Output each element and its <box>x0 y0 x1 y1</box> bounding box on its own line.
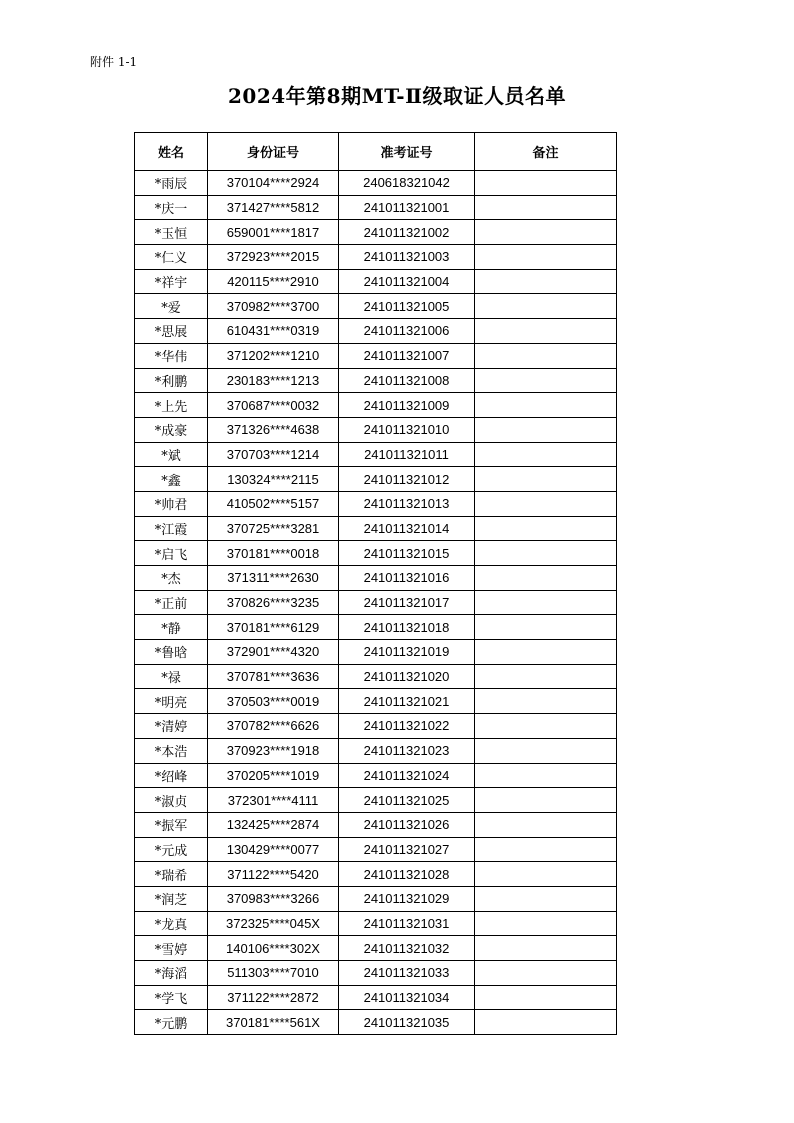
id-number-cell: 659001****1817 <box>208 220 339 245</box>
remarks-cell <box>475 343 617 368</box>
name-cell: *启飞 <box>135 541 208 566</box>
table-row <box>135 294 617 319</box>
id-number-cell: 371311****2630 <box>208 566 339 591</box>
id-number-cell: 370725****3281 <box>208 516 339 541</box>
exam-number-cell: 241011321019 <box>339 640 475 665</box>
name-cell: *绍峰 <box>135 763 208 788</box>
table-row <box>135 640 617 665</box>
exam-number-cell: 241011321026 <box>339 812 475 837</box>
id-number-cell: 370181****6129 <box>208 615 339 640</box>
table-row <box>135 689 617 714</box>
exam-number-cell: 241011321033 <box>339 961 475 986</box>
exam-number-cell: 241011321007 <box>339 343 475 368</box>
table-row <box>135 491 617 516</box>
column-header-remarks: 备注 <box>475 133 617 171</box>
exam-number-cell: 241011321001 <box>339 195 475 220</box>
name-cell: *明亮 <box>135 689 208 714</box>
name-cell: *本浩 <box>135 738 208 763</box>
exam-number-cell: 241011321008 <box>339 368 475 393</box>
id-number-cell: 371202****1210 <box>208 343 339 368</box>
table-row <box>135 886 617 911</box>
remarks-cell <box>475 886 617 911</box>
remarks-cell <box>475 689 617 714</box>
id-number-cell: 370923****1918 <box>208 738 339 763</box>
table-row <box>135 516 617 541</box>
name-cell: *江霞 <box>135 516 208 541</box>
table-row <box>135 812 617 837</box>
document-title: 2024年第8期MT-Ⅱ级取证人员名单 <box>228 84 566 108</box>
exam-number-cell: 241011321020 <box>339 664 475 689</box>
id-number-cell: 132425****2874 <box>208 812 339 837</box>
table-row <box>135 788 617 813</box>
id-number-cell: 511303****7010 <box>208 961 339 986</box>
exam-number-cell: 241011321014 <box>339 516 475 541</box>
remarks-cell <box>475 491 617 516</box>
table-row <box>135 319 617 344</box>
name-cell: *祥宇 <box>135 269 208 294</box>
name-cell: *鑫 <box>135 467 208 492</box>
remarks-cell <box>475 442 617 467</box>
remarks-cell <box>475 961 617 986</box>
remarks-cell <box>475 1010 617 1035</box>
remarks-cell <box>475 467 617 492</box>
table-row <box>135 763 617 788</box>
exam-number-cell: 241011321022 <box>339 714 475 739</box>
id-number-cell: 372301****4111 <box>208 788 339 813</box>
name-cell: *海滔 <box>135 961 208 986</box>
remarks-cell <box>475 171 617 196</box>
id-number-cell: 371122****2872 <box>208 985 339 1010</box>
table-row <box>135 393 617 418</box>
exam-number-cell: 241011321012 <box>339 467 475 492</box>
remarks-cell <box>475 812 617 837</box>
name-cell: *玉恒 <box>135 220 208 245</box>
table-row <box>135 664 617 689</box>
id-number-cell: 370826****3235 <box>208 590 339 615</box>
column-header-id-number: 身份证号 <box>208 133 339 171</box>
id-number-cell: 130429****0077 <box>208 837 339 862</box>
table-row <box>135 467 617 492</box>
table-row <box>135 269 617 294</box>
remarks-cell <box>475 566 617 591</box>
name-cell: *瑞希 <box>135 862 208 887</box>
name-cell: *禄 <box>135 664 208 689</box>
id-number-cell: 370703****1214 <box>208 442 339 467</box>
remarks-cell <box>475 220 617 245</box>
remarks-cell <box>475 294 617 319</box>
exam-number-cell: 241011321025 <box>339 788 475 813</box>
exam-number-cell: 241011321004 <box>339 269 475 294</box>
exam-number-cell: 241011321009 <box>339 393 475 418</box>
exam-number-cell: 241011321015 <box>339 541 475 566</box>
personnel-table <box>134 132 617 1035</box>
remarks-cell <box>475 319 617 344</box>
exam-number-cell: 241011321017 <box>339 590 475 615</box>
table-body <box>135 171 617 1035</box>
name-cell: *思展 <box>135 319 208 344</box>
name-cell: *静 <box>135 615 208 640</box>
exam-number-cell: 241011321023 <box>339 738 475 763</box>
table-header-row <box>135 133 617 171</box>
column-header-name: 姓名 <box>135 133 208 171</box>
name-cell: *爱 <box>135 294 208 319</box>
table-row <box>135 738 617 763</box>
exam-number-cell: 241011321034 <box>339 985 475 1010</box>
name-cell: *雪婷 <box>135 936 208 961</box>
table-row <box>135 343 617 368</box>
remarks-cell <box>475 664 617 689</box>
id-number-cell: 370503****0019 <box>208 689 339 714</box>
attachment-label: 附件 1-1 <box>90 55 138 69</box>
remarks-cell <box>475 516 617 541</box>
id-number-cell: 420115****2910 <box>208 269 339 294</box>
remarks-cell <box>475 245 617 270</box>
table-row <box>135 417 617 442</box>
id-number-cell: 410502****5157 <box>208 491 339 516</box>
name-cell: *杰 <box>135 566 208 591</box>
id-number-cell: 370104****2924 <box>208 171 339 196</box>
remarks-cell <box>475 393 617 418</box>
remarks-cell <box>475 837 617 862</box>
name-cell: *正前 <box>135 590 208 615</box>
id-number-cell: 370687****0032 <box>208 393 339 418</box>
exam-number-cell: 240618321042 <box>339 171 475 196</box>
id-number-cell: 370782****6626 <box>208 714 339 739</box>
name-cell: *帅君 <box>135 491 208 516</box>
remarks-cell <box>475 911 617 936</box>
table-row <box>135 220 617 245</box>
id-number-cell: 370982****3700 <box>208 294 339 319</box>
id-number-cell: 610431****0319 <box>208 319 339 344</box>
id-number-cell: 370181****561X <box>208 1010 339 1035</box>
id-number-cell: 371427****5812 <box>208 195 339 220</box>
exam-number-cell: 241011321021 <box>339 689 475 714</box>
exam-number-cell: 241011321006 <box>339 319 475 344</box>
exam-number-cell: 241011321011 <box>339 442 475 467</box>
remarks-cell <box>475 985 617 1010</box>
remarks-cell <box>475 195 617 220</box>
name-cell: *华伟 <box>135 343 208 368</box>
remarks-cell <box>475 788 617 813</box>
id-number-cell: 370205****1019 <box>208 763 339 788</box>
remarks-cell <box>475 269 617 294</box>
id-number-cell: 370983****3266 <box>208 886 339 911</box>
id-number-cell: 371122****5420 <box>208 862 339 887</box>
id-number-cell: 372923****2015 <box>208 245 339 270</box>
id-number-cell: 370781****3636 <box>208 664 339 689</box>
table-row <box>135 171 617 196</box>
table-row <box>135 245 617 270</box>
name-cell: *学飞 <box>135 985 208 1010</box>
name-cell: *清婷 <box>135 714 208 739</box>
name-cell: *成豪 <box>135 417 208 442</box>
table-row <box>135 714 617 739</box>
exam-number-cell: 241011321032 <box>339 936 475 961</box>
exam-number-cell: 241011321031 <box>339 911 475 936</box>
table-row <box>135 195 617 220</box>
table-row <box>135 442 617 467</box>
table-row <box>135 837 617 862</box>
exam-number-cell: 241011321029 <box>339 886 475 911</box>
table-row <box>135 985 617 1010</box>
id-number-cell: 230183****1213 <box>208 368 339 393</box>
table-row <box>135 936 617 961</box>
exam-number-cell: 241011321027 <box>339 837 475 862</box>
table-row <box>135 911 617 936</box>
exam-number-cell: 241011321035 <box>339 1010 475 1035</box>
exam-number-cell: 241011321024 <box>339 763 475 788</box>
exam-number-cell: 241011321016 <box>339 566 475 591</box>
column-header-exam-number: 准考证号 <box>339 133 475 171</box>
exam-number-cell: 241011321013 <box>339 491 475 516</box>
name-cell: *龙真 <box>135 911 208 936</box>
name-cell: *雨辰 <box>135 171 208 196</box>
name-cell: *仁义 <box>135 245 208 270</box>
remarks-cell <box>475 936 617 961</box>
table-row <box>135 541 617 566</box>
exam-number-cell: 241011321010 <box>339 417 475 442</box>
name-cell: *元鹏 <box>135 1010 208 1035</box>
table-row <box>135 566 617 591</box>
exam-number-cell: 241011321005 <box>339 294 475 319</box>
name-cell: *庆一 <box>135 195 208 220</box>
id-number-cell: 370181****0018 <box>208 541 339 566</box>
exam-number-cell: 241011321028 <box>339 862 475 887</box>
id-number-cell: 371326****4638 <box>208 417 339 442</box>
remarks-cell <box>475 590 617 615</box>
table-row <box>135 368 617 393</box>
table-row <box>135 961 617 986</box>
remarks-cell <box>475 763 617 788</box>
id-number-cell: 140106****302X <box>208 936 339 961</box>
exam-number-cell: 241011321018 <box>339 615 475 640</box>
id-number-cell: 372325****045X <box>208 911 339 936</box>
remarks-cell <box>475 862 617 887</box>
table-row <box>135 590 617 615</box>
remarks-cell <box>475 738 617 763</box>
table-row <box>135 615 617 640</box>
id-number-cell: 372901****4320 <box>208 640 339 665</box>
table-row <box>135 862 617 887</box>
remarks-cell <box>475 714 617 739</box>
table-row <box>135 1010 617 1035</box>
name-cell: *斌 <box>135 442 208 467</box>
name-cell: *振军 <box>135 812 208 837</box>
remarks-cell <box>475 417 617 442</box>
remarks-cell <box>475 368 617 393</box>
id-number-cell: 130324****2115 <box>208 467 339 492</box>
remarks-cell <box>475 615 617 640</box>
name-cell: *鲁晗 <box>135 640 208 665</box>
exam-number-cell: 241011321003 <box>339 245 475 270</box>
remarks-cell <box>475 640 617 665</box>
exam-number-cell: 241011321002 <box>339 220 475 245</box>
remarks-cell <box>475 541 617 566</box>
name-cell: *淑贞 <box>135 788 208 813</box>
name-cell: *元成 <box>135 837 208 862</box>
name-cell: *上先 <box>135 393 208 418</box>
name-cell: *利鹏 <box>135 368 208 393</box>
name-cell: *润芝 <box>135 886 208 911</box>
